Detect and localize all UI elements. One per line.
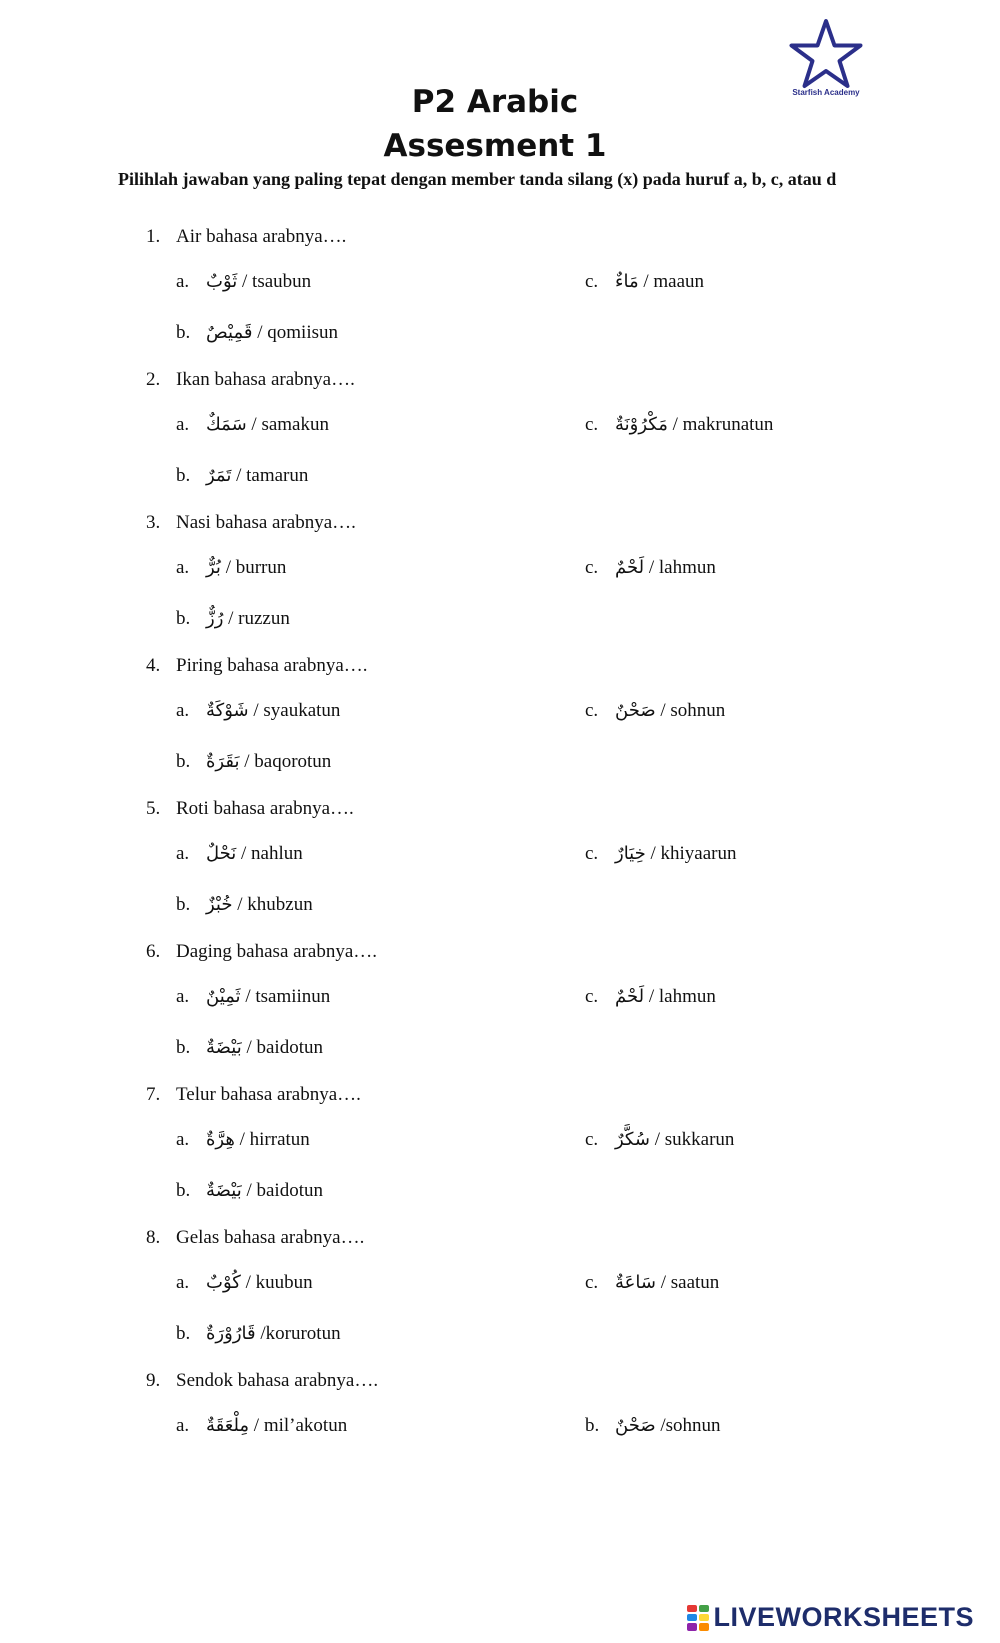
question-text: Gelas bahasa arabnya….: [176, 1227, 365, 1248]
option-letter: b.: [176, 1180, 191, 1201]
option-letter: a.: [176, 271, 190, 292]
option-letter: c.: [585, 271, 599, 292]
answer-option[interactable]: [176, 843, 303, 865]
option-letter: c.: [585, 843, 599, 864]
option-latin: / sohnun: [655, 700, 726, 721]
star-icon: [788, 18, 864, 90]
option-letter: a.: [176, 414, 190, 435]
option-latin: / makrunatun: [667, 414, 774, 435]
option-letter: a.: [176, 557, 190, 578]
option-letter: b.: [176, 1323, 191, 1344]
option-arabic: ثَمِيْنٌ: [206, 986, 241, 1007]
option-arabic: صَحْنٌ: [615, 1415, 656, 1436]
question-3: [146, 512, 356, 534]
question-number: 1.: [146, 226, 161, 247]
answer-option[interactable]: [176, 322, 338, 344]
option-letter: b.: [585, 1415, 600, 1436]
question-number: 3.: [146, 512, 161, 533]
answer-option[interactable]: [585, 986, 716, 1008]
option-latin: / lahmun: [644, 986, 716, 1007]
option-latin: / hirratun: [234, 1129, 310, 1150]
option-arabic: ثَوْبٌ: [206, 271, 238, 292]
question-number: 7.: [146, 1084, 161, 1105]
option-letter: c.: [585, 700, 599, 721]
question-6: [146, 941, 377, 963]
question-9: [146, 1370, 378, 1392]
option-arabic: بَيْضَةٌ: [206, 1180, 242, 1201]
option-arabic: سُكَّرٌ: [615, 1129, 650, 1150]
option-latin: / burrun: [220, 557, 287, 578]
option-latin: / khubzun: [232, 894, 313, 915]
answer-option[interactable]: [585, 414, 773, 436]
option-letter: a.: [176, 843, 190, 864]
option-latin: / kuubun: [240, 1272, 313, 1293]
option-letter: b.: [176, 894, 191, 915]
answer-option[interactable]: [176, 700, 340, 722]
option-latin: / mil’akotun: [249, 1415, 348, 1436]
question-text: Telur bahasa arabnya….: [176, 1084, 361, 1105]
option-arabic: سَاعَةٌ: [615, 1272, 656, 1293]
option-latin: / tamarun: [231, 465, 309, 486]
question-number: 5.: [146, 798, 161, 819]
page-subtitle: Assesment 1: [383, 128, 607, 164]
liveworksheets-footer: [687, 1602, 974, 1633]
question-number: 2.: [146, 369, 161, 390]
question-text: Ikan bahasa arabnya….: [176, 369, 355, 390]
answer-option[interactable]: [176, 894, 313, 916]
answer-option[interactable]: [176, 751, 331, 773]
option-arabic: مَكْرُوْنَةٌ: [615, 414, 668, 435]
option-arabic: لَحْمٌ: [615, 557, 645, 578]
option-latin: / saatun: [655, 1272, 720, 1293]
answer-option[interactable]: [585, 843, 737, 865]
option-arabic: خُبْزٌ: [206, 894, 233, 915]
question-text: Sendok bahasa arabnya….: [176, 1370, 379, 1391]
option-latin: / syaukatun: [248, 700, 341, 721]
option-letter: a.: [176, 986, 190, 1007]
option-latin: /sohnun: [655, 1415, 721, 1436]
option-latin: / ruzzun: [223, 608, 290, 629]
option-latin: / maaun: [638, 271, 705, 292]
question-5: [146, 798, 354, 820]
option-latin: / lahmun: [644, 557, 716, 578]
question-text: Daging bahasa arabnya….: [176, 941, 378, 962]
option-arabic: بَقَرَةٌ: [206, 751, 240, 772]
answer-option[interactable]: [176, 465, 308, 487]
option-letter: a.: [176, 1272, 190, 1293]
question-4: [146, 655, 368, 677]
option-arabic: بُرٌّ: [206, 557, 221, 578]
option-arabic: مَاءٌ: [615, 271, 639, 292]
option-latin: / baidotun: [241, 1037, 323, 1058]
option-arabic: كُوْبٌ: [206, 1272, 241, 1293]
option-letter: b.: [176, 465, 191, 486]
option-arabic: لَحْمٌ: [615, 986, 645, 1007]
option-arabic: سَمَكٌ: [206, 414, 247, 435]
option-latin: / samakun: [246, 414, 329, 435]
option-letter: b.: [176, 751, 191, 772]
liveworksheets-brand: LIVEWORKSHEETS: [713, 1602, 974, 1632]
instruction-text: Pilihlah jawaban yang paling tepat dengan member tanda silang (x) pada huruf a, b, c, atau d: [118, 169, 837, 189]
option-latin: / tsaubun: [237, 271, 312, 292]
option-letter: c.: [585, 557, 599, 578]
liveworksheets-logo-icon: [687, 1605, 709, 1631]
option-latin: / baqorotun: [239, 751, 332, 772]
answer-option[interactable]: [585, 1272, 719, 1294]
option-arabic: مِلْعَقَةٌ: [206, 1415, 250, 1436]
option-letter: c.: [585, 1129, 599, 1150]
option-arabic: صَحْنٌ: [615, 700, 656, 721]
option-letter: b.: [176, 1037, 191, 1058]
question-number: 9.: [146, 1370, 161, 1391]
question-text: Roti bahasa arabnya….: [176, 798, 354, 819]
option-letter: b.: [176, 608, 191, 629]
answer-option[interactable]: [176, 1415, 347, 1437]
answer-option[interactable]: [176, 1129, 310, 1151]
option-latin: / baidotun: [241, 1180, 323, 1201]
question-1: [146, 226, 346, 248]
logo-text: Starfish Academy: [792, 88, 860, 97]
option-arabic: نَحْلٌ: [206, 843, 237, 864]
answer-option[interactable]: [176, 557, 286, 579]
option-latin: / nahlun: [236, 843, 303, 864]
question-number: 6.: [146, 941, 161, 962]
page-title: P2 Arabic: [411, 84, 579, 120]
question-2: [146, 369, 355, 391]
answer-option[interactable]: [176, 986, 330, 1008]
answer-option[interactable]: [585, 1415, 721, 1437]
option-arabic: هِرَّةٌ: [206, 1129, 235, 1150]
answer-option[interactable]: [176, 414, 329, 436]
option-arabic: شَوْكَةٌ: [206, 700, 249, 721]
question-number: 4.: [146, 655, 161, 676]
option-latin: / qomiisun: [252, 322, 339, 343]
option-arabic: قَمِيْصٌ: [206, 322, 253, 343]
answer-option[interactable]: [585, 271, 704, 293]
option-latin: / khiyaarun: [645, 843, 737, 864]
option-letter: c.: [585, 1272, 599, 1293]
option-letter: a.: [176, 700, 190, 721]
answer-option[interactable]: [176, 1180, 323, 1202]
answer-option[interactable]: [176, 1037, 323, 1059]
option-letter: a.: [176, 1129, 190, 1150]
option-latin: / tsamiinun: [240, 986, 331, 1007]
question-text: Piring bahasa arabnya….: [176, 655, 368, 676]
question-text: Air bahasa arabnya….: [176, 226, 347, 247]
option-letter: b.: [176, 322, 191, 343]
option-letter: c.: [585, 414, 599, 435]
option-latin: / sukkarun: [649, 1129, 735, 1150]
answer-option[interactable]: [176, 1323, 341, 1345]
option-arabic: تَمَرٌ: [206, 465, 232, 486]
answer-option[interactable]: [176, 1272, 313, 1294]
question-text: Nasi bahasa arabnya….: [176, 512, 356, 533]
answer-option[interactable]: [585, 1129, 734, 1151]
question-8: [146, 1227, 364, 1249]
question-7: [146, 1084, 361, 1106]
answer-option[interactable]: [585, 700, 725, 722]
option-arabic: رُزٌّ: [206, 608, 224, 629]
option-arabic: خِيَارٌ: [615, 843, 646, 864]
answer-option[interactable]: [176, 608, 290, 630]
option-arabic: بَيْضَةٌ: [206, 1037, 242, 1058]
option-letter: a.: [176, 1415, 190, 1436]
question-number: 8.: [146, 1227, 161, 1248]
option-letter: c.: [585, 986, 599, 1007]
option-arabic: قَارُوْرَةٌ: [206, 1323, 256, 1344]
answer-option[interactable]: [176, 271, 311, 293]
option-latin: /korurotun: [255, 1323, 341, 1344]
answer-option[interactable]: [585, 557, 716, 579]
